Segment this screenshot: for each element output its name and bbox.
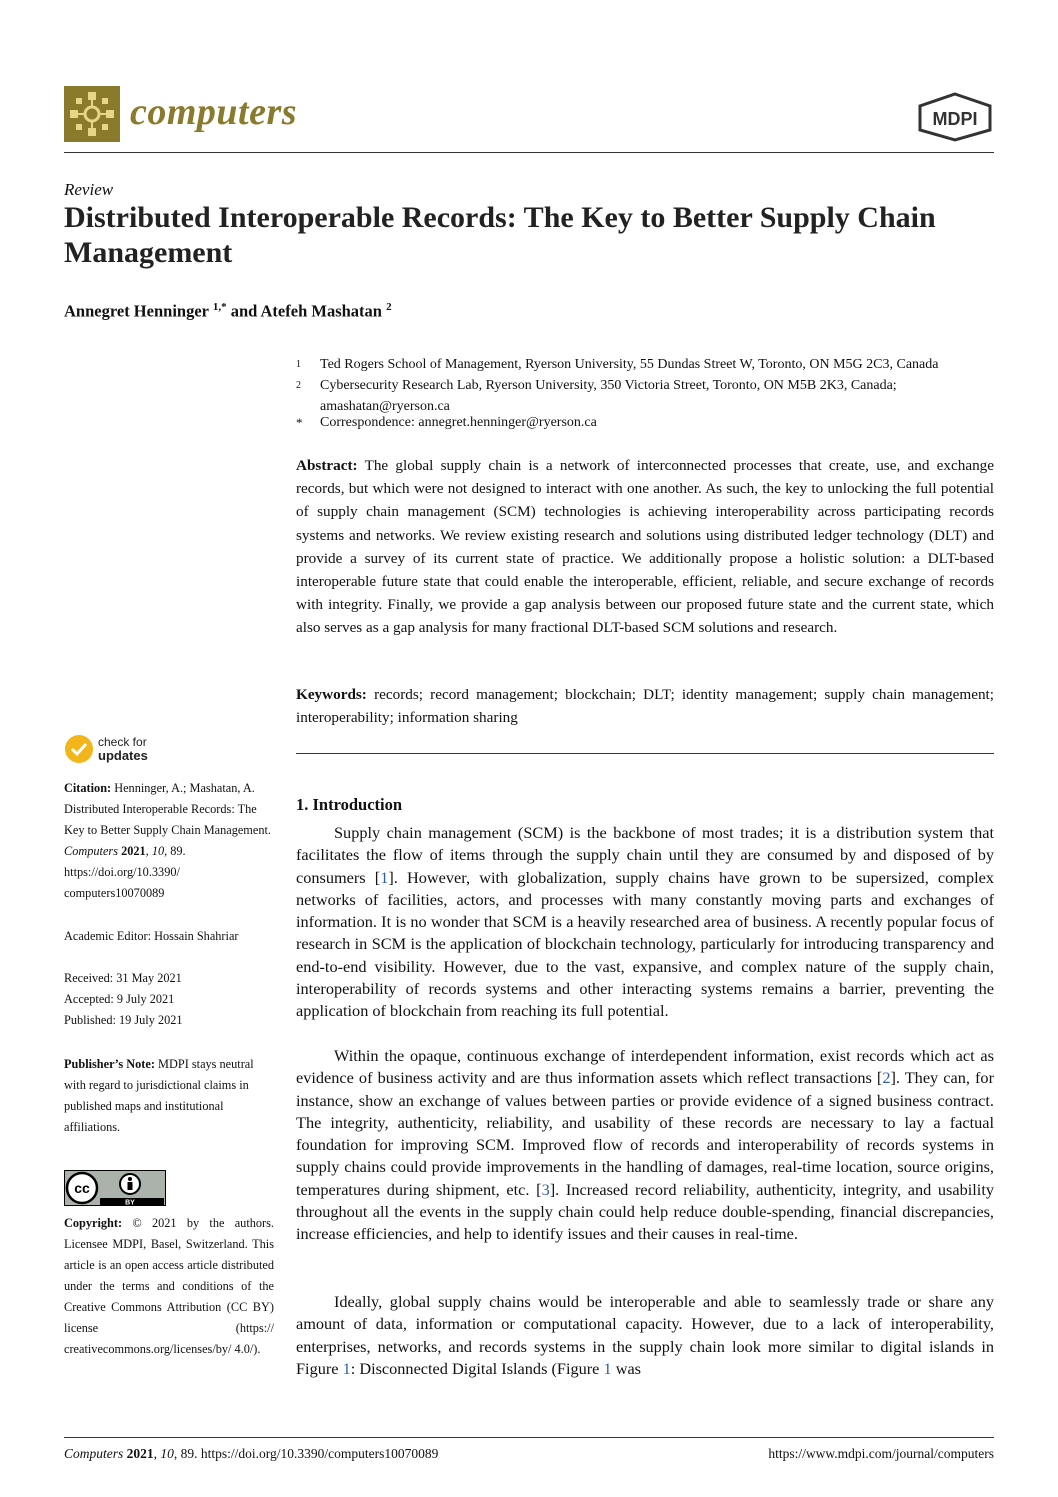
- academic-editor: Academic Editor: Hossain Shahriar: [64, 929, 239, 943]
- publisher-logo-icon: [916, 92, 994, 142]
- svg-text:cc: cc: [74, 1180, 90, 1196]
- svg-text:BY: BY: [125, 1199, 135, 1206]
- check-for-updates-label[interactable]: check for: [98, 735, 147, 749]
- affiliation-number: 2: [296, 380, 301, 391]
- paragraph-text: ]. They can, for instance, show an exchange of values between parties or provide evidence of a signed business contract. The integrity, authenticity, reliability, and usability of these records are necessary to lay a factual foundation for improving SCM. Improved flow of records and interoperability of records systems in supply chains could provide improvements in the handling of damages, real-time location, source origins, temperatures during shipment, etc. [: [296, 1068, 994, 1199]
- figure-link[interactable]: 1: [342, 1358, 351, 1378]
- abstract: [296, 454, 994, 640]
- abstract-label: Abstract:: [296, 457, 358, 474]
- figure-link[interactable]: 1: [603, 1358, 612, 1378]
- footer-journal: Computers: [64, 1446, 124, 1461]
- author-list: [64, 301, 392, 322]
- article-type: Review: [64, 180, 114, 199]
- citation-year: 2021: [121, 844, 146, 858]
- paragraph-text: ]. However, with globalization, supply chains have grown to be supersized, complex networks of facilities, actors, and processes with many constantly moving parts and exchanges of information. It is no wonder that SCM is a heavily researched area of business. A recently popular focus of research in SCM is the application of blockchain technology, particularly for introducing transparency and end-to-end visibility. However, due to the vast, expansive, and complex nature of the supply chain, interoperability of records systems and other interacting systems remains a barrier, preventing the application of blockchain from reaching its full potential.: [296, 867, 994, 1021]
- abstract-divider: [296, 753, 994, 754]
- citation-label: Citation:: [64, 781, 112, 795]
- affiliation-number: *: [296, 415, 303, 430]
- paragraph-text: Ideally, global supply chains would be interoperable and able to seamlessly trade or share any amount of data, information or computational capacity. However, due to a lack of interoperability, enterprises, networks, and records systems in the supply chain look more similar to digital islands in Figure: [296, 1292, 994, 1378]
- check-for-updates-label[interactable]: updates: [98, 748, 148, 763]
- paragraph-text: ]. Increased record reliability, authenticity, integrity, and usability throughout all the events in the supply chain could help reduce double-spending, financial discrepancies, increase efficiencies, and help to identify issues and their causes in real-time.: [296, 1179, 994, 1244]
- footer-volume: 10: [160, 1446, 174, 1461]
- accepted-date: Accepted: 9 July 2021: [64, 992, 175, 1006]
- affiliation-text: Ted Rogers School of Management, Ryerson University, 55 Dundas Street W, Toronto, ON M5G 2C3, Canada: [320, 357, 939, 372]
- citation-link[interactable]: 2: [882, 1068, 891, 1088]
- abstract-text: The global supply chain is a network of interconnected processes that create, use, and exchange records, but which were not designed to interact with one another. As such, the key to unlocking the full potential of supply chain management (SCM) technologies is achieving interoperability across participating records systems and networks. We review existing research and solutions using distributed ledger technology (DLT) and provide a survey of its current state of practice. We additionally propose a holistic solution: a DLT-based interoperable future state that could enable the interoperable, efficient, reliable, and secure exchange of records with integrity. Finally, we provide a gap analysis between our proposed future state and the current state, which also serves as a gap analysis for many fractional DLT-based SCM solutions and research.: [296, 457, 994, 637]
- published-date: Published: 19 July 2021: [64, 1013, 183, 1027]
- section-title: 1. Introduction: [296, 795, 403, 814]
- publisher-note-text: MDPI stays neutral with regard to jurisdictional claims in published maps and institutional affiliations.: [64, 1057, 254, 1134]
- citation-doi[interactable]: , 89. https://doi.org/10.3390/ computers10070089: [64, 844, 186, 900]
- article-title: Distributed Interoperable Records: The Key to Better Supply Chain Management: [64, 201, 936, 269]
- correspondence-text: Correspondence: annegret.henninger@ryerson.ca: [320, 415, 597, 430]
- paragraph-text: : Disconnected Digital Islands (Figure: [350, 1358, 604, 1378]
- received-date: Received: 31 May 2021: [64, 971, 182, 985]
- keywords-text: records; record management; blockchain; DLT; identity management; supply chain management; interoperability; information sharing: [296, 686, 994, 727]
- footer-doi[interactable]: , 89. https://doi.org/10.3390/computers10070089: [173, 1446, 439, 1461]
- affiliation-text: Cybersecurity Research Lab, Ryerson University, 350 Victoria Street, Toronto, ON M5B 2K3, Canada; amashatan@ryerson.ca: [320, 378, 897, 414]
- affiliation-item: [296, 354, 996, 375]
- paragraph-text: Supply chain management (SCM) is the backbone of most trades; it is a distribution system that facilitates the flow of items through the supply chain until they are consumed by and disposed of by consumers [: [296, 823, 994, 887]
- author-affiliation-marker: 1,*: [212, 301, 227, 313]
- citation: Citation: Henninger, A.; Mashatan, A. Distributed Interoperable Records: The Key to Better Supply Chain Management. Computers 2021, 10, 89. https://doi.org/10.3390/ computers10070089: [64, 781, 271, 900]
- citation-link[interactable]: 3: [541, 1179, 550, 1199]
- body-paragraph: [296, 1045, 994, 1246]
- svg-text:MDPI: MDPI: [932, 109, 978, 129]
- correspondence: [296, 412, 996, 433]
- citation-volume: 10: [151, 844, 165, 858]
- check-for-updates-icon[interactable]: [64, 734, 94, 764]
- citation-link[interactable]: 1: [380, 867, 389, 887]
- copyright: [64, 1213, 274, 1360]
- footer-journal-url[interactable]: https://www.mdpi.com/journal/computers: [768, 1446, 994, 1461]
- affiliation-item: [296, 375, 996, 417]
- copyright-text: © 2021 by the authors. Licensee MDPI, Basel, Switzerland. This article is an open access article distributed under the terms and conditions of the Creative Commons Attribution (CC BY) license (https:// creativecommons.org/licenses/by/ 4.0/).: [64, 1216, 274, 1356]
- citation-journal: Computers: [64, 844, 118, 858]
- copyright-label: Copyright:: [64, 1216, 123, 1230]
- publisher-note-label: Publisher’s Note:: [64, 1057, 155, 1071]
- author-separator: and: [230, 301, 258, 321]
- citation-text: Henninger, A.; Mashatan, A. Distributed Interoperable Records: The Key to Better Supply Chain Management.: [64, 781, 271, 837]
- paragraph-text: Within the opaque, continuous exchange of interdependent information, exist records which act as evidence of business activity and are thus information assets which reflect transactions [: [296, 1046, 994, 1088]
- author-name: Annegret Henninger: [64, 301, 209, 321]
- paragraph-text: was: [611, 1358, 642, 1378]
- journal-name: computers: [130, 91, 298, 133]
- affiliation-number: 1: [296, 359, 301, 370]
- footer-citation: Computers 2021, 10, 89. https://doi.org/10.3390/computers10070089: [64, 1446, 439, 1461]
- author-name: Atefeh Mashatan: [260, 301, 382, 321]
- cc-by-license-icon[interactable]: [64, 1170, 166, 1206]
- header-divider: [64, 152, 994, 153]
- publisher-note: [64, 1054, 274, 1138]
- author-affiliation-marker: 2: [386, 301, 392, 313]
- body-paragraph: [296, 1291, 994, 1380]
- keywords: [296, 683, 994, 729]
- footer-year: 2021: [126, 1446, 154, 1461]
- journal-logo-icon: [64, 86, 120, 142]
- footer-divider: [64, 1437, 994, 1438]
- keywords-label: Keywords:: [296, 686, 367, 703]
- body-paragraph: [296, 822, 994, 1023]
